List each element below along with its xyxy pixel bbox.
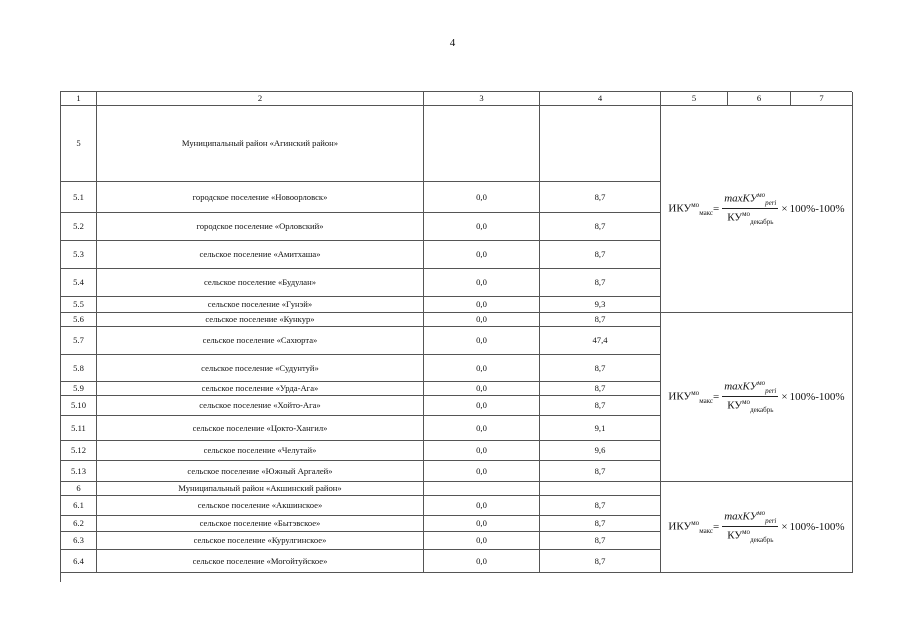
- row-number: 5.8: [61, 355, 97, 382]
- formula-fraction: [722, 380, 778, 414]
- row-col3: 0,0: [424, 182, 540, 213]
- formula-numerator: maxКУ$^{мо}_{peri}$: [724, 379, 777, 395]
- formula-tail: 100%-100%: [789, 390, 845, 403]
- row-col3: [424, 106, 540, 182]
- formula-lhs: $ИКУ^{мо}_{макс}$: [668, 518, 714, 535]
- row-number: 5.6: [61, 313, 97, 327]
- formula-times: ×: [781, 202, 788, 215]
- formula-equals: =: [713, 390, 720, 403]
- row-col4: 8,7: [540, 382, 661, 396]
- row-name: сельское поселение «Амитхаша»: [97, 241, 424, 269]
- row-col3: 0,0: [424, 496, 540, 516]
- formula-equals: =: [713, 202, 720, 215]
- formula: [668, 192, 844, 226]
- page-number: 4: [449, 37, 456, 49]
- row-col3: 0,0: [424, 313, 540, 327]
- row-col4: 47,4: [540, 327, 661, 355]
- row-col4: 8,7: [540, 396, 661, 416]
- row-col3: 0,0: [424, 327, 540, 355]
- row-col4: 8,7: [540, 313, 661, 327]
- row-col4: 8,7: [540, 182, 661, 213]
- row-name: сельское поселение «Будулан»: [97, 269, 424, 297]
- row-col4: 8,7: [540, 516, 661, 532]
- row-col3: 0,0: [424, 213, 540, 241]
- row-col4: 9,3: [540, 297, 661, 313]
- row-number: 5.10: [61, 396, 97, 416]
- row-col4: 9,1: [540, 416, 661, 441]
- row-number: 6.3: [61, 532, 97, 550]
- formula-fraction: [722, 510, 778, 544]
- row-name: сельское поселение «Южный Аргалей»: [97, 461, 424, 482]
- formula-cell: [661, 482, 853, 573]
- row-name: сельское поселение «Кункур»: [97, 313, 424, 327]
- row-col4: 8,7: [540, 496, 661, 516]
- row-col3: 0,0: [424, 416, 540, 441]
- header-col-2: 2: [97, 92, 424, 106]
- header-col-7: 7: [791, 92, 853, 106]
- row-number: 5.3: [61, 241, 97, 269]
- formula: [668, 380, 844, 414]
- row-name: сельское поселение «Могойтуйское»: [97, 550, 424, 573]
- row-number: 6: [61, 482, 97, 496]
- formula: [668, 510, 844, 544]
- formula-times: ×: [781, 520, 788, 533]
- row-name: сельское поселение «Хойто-Ага»: [97, 396, 424, 416]
- header-col-5: 5: [661, 92, 728, 106]
- row-name: городское поселение «Орловский»: [97, 213, 424, 241]
- row-col3: 0,0: [424, 461, 540, 482]
- formula-lhs: $ИКУ^{мо}_{макс}$: [668, 200, 714, 217]
- row-name: сельское поселение «Урда-Ага»: [97, 382, 424, 396]
- formula-times: ×: [781, 390, 788, 403]
- row-col4: 8,7: [540, 550, 661, 573]
- header-col-4: 4: [540, 92, 661, 106]
- formula-cell: [661, 106, 853, 313]
- formula-equals: =: [713, 520, 720, 533]
- row-name: сельское поселение «Челутай»: [97, 441, 424, 461]
- row-col4: 8,7: [540, 269, 661, 297]
- row-number: 5.11: [61, 416, 97, 441]
- row-col3: 0,0: [424, 532, 540, 550]
- row-col4: 8,7: [540, 213, 661, 241]
- row-col3: 0,0: [424, 241, 540, 269]
- row-number: 5.5: [61, 297, 97, 313]
- row-col3: 0,0: [424, 269, 540, 297]
- formula-tail: 100%-100%: [789, 520, 845, 533]
- row-number: 5.13: [61, 461, 97, 482]
- row-col3: [424, 482, 540, 496]
- row-number: 6.2: [61, 516, 97, 532]
- row-number: 5.12: [61, 441, 97, 461]
- row-col4: 8,7: [540, 461, 661, 482]
- row-col4: 8,7: [540, 355, 661, 382]
- row-col3: 0,0: [424, 382, 540, 396]
- row-name: Муниципальный район «Акшинский район»: [97, 482, 424, 496]
- row-name: сельское поселение «Цокто-Хангил»: [97, 416, 424, 441]
- header-col-6: 6: [728, 92, 791, 106]
- row-name: сельское поселение «Гунэй»: [97, 297, 424, 313]
- row-number: 5.7: [61, 327, 97, 355]
- row-col4: 8,7: [540, 532, 661, 550]
- row-col3: 0,0: [424, 516, 540, 532]
- formula-denominator: $КУ^{мо}_{декабрь}$: [727, 528, 774, 544]
- formula-denominator: $КУ^{мо}_{декабрь}$: [727, 210, 774, 226]
- row-number: 6.4: [61, 550, 97, 573]
- formula-cell: [661, 313, 853, 482]
- formula-numerator: maxКУ$^{мо}_{peri}$: [724, 509, 777, 525]
- row-number: 6.1: [61, 496, 97, 516]
- formula-denominator: $КУ^{мо}_{декабрь}$: [727, 398, 774, 414]
- formula-fraction: [722, 192, 778, 226]
- row-name: сельское поселение «Акшинское»: [97, 496, 424, 516]
- header-col-3: 3: [424, 92, 540, 106]
- formula-lhs: $ИКУ^{мо}_{макс}$: [668, 388, 714, 405]
- row-col4: [540, 106, 661, 182]
- row-col3: 0,0: [424, 355, 540, 382]
- row-col4: 9,6: [540, 441, 661, 461]
- row-col3: 0,0: [424, 396, 540, 416]
- row-col3: 0,0: [424, 441, 540, 461]
- row-number: 5: [61, 106, 97, 182]
- row-col3: 0,0: [424, 550, 540, 573]
- row-number: 5.4: [61, 269, 97, 297]
- row-col3: 0,0: [424, 297, 540, 313]
- header-col-1: 1: [61, 92, 97, 106]
- row-number: 5.9: [61, 382, 97, 396]
- row-name: городское поселение «Новоорловск»: [97, 182, 424, 213]
- row-name: Муниципальный район «Агинский район»: [97, 106, 424, 182]
- formula-numerator: maxКУ$^{мо}_{peri}$: [724, 191, 777, 207]
- row-number: 5.1: [61, 182, 97, 213]
- row-name: сельское поселение «Судунтуй»: [97, 355, 424, 382]
- data-table: [60, 91, 852, 582]
- formula-tail: 100%-100%: [789, 202, 845, 215]
- row-name: сельское поселение «Бытэвское»: [97, 516, 424, 532]
- row-col4: [540, 482, 661, 496]
- row-name: сельское поселение «Курулгинское»: [97, 532, 424, 550]
- row-number: 5.2: [61, 213, 97, 241]
- row-col4: 8,7: [540, 241, 661, 269]
- row-name: сельское поселение «Сахюрта»: [97, 327, 424, 355]
